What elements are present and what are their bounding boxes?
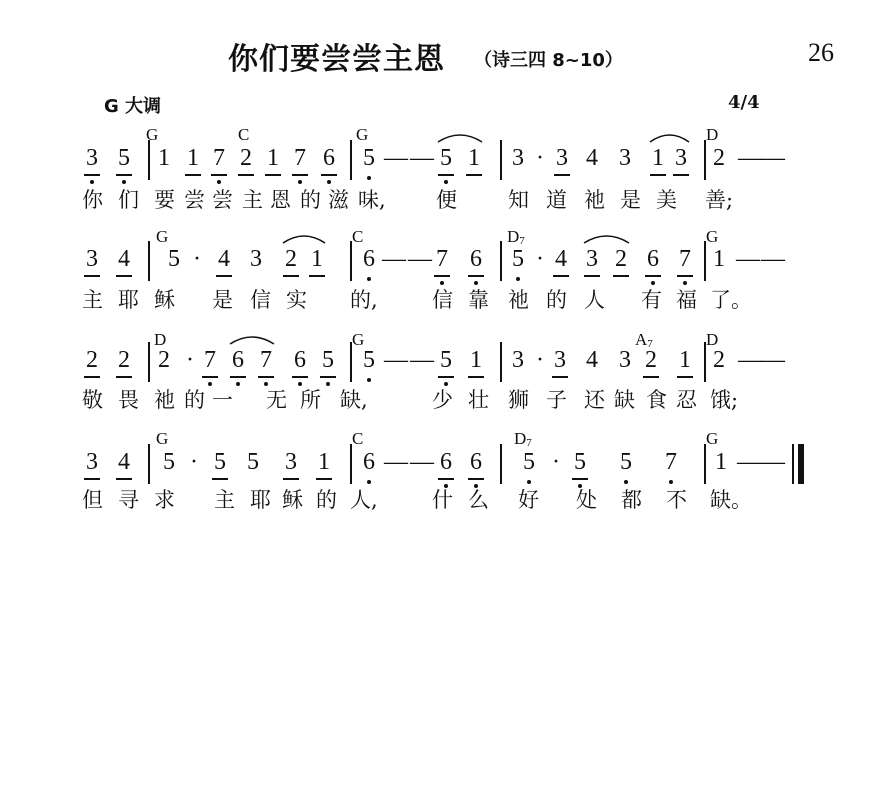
note: 4 — [213, 245, 235, 273]
note: 5 — [113, 144, 135, 172]
lyric-char: 狮 — [508, 388, 529, 412]
lyric-char: 知 — [508, 188, 529, 212]
note: 4 — [113, 245, 135, 273]
lyric-char: 还 — [584, 388, 605, 412]
dash-extension: — — [410, 145, 434, 171]
lyric-char: 祂 — [154, 388, 175, 412]
note: 1 — [306, 245, 328, 273]
chord-symbol: G — [356, 125, 369, 144]
note: 5 — [363, 347, 375, 373]
note: 2 — [158, 347, 170, 373]
note: 1 — [313, 448, 335, 476]
lyric-char: 是 — [212, 288, 233, 312]
note: 5 — [523, 449, 535, 475]
dot-rhythm: · — [536, 347, 544, 373]
dash-extension: — — [761, 449, 785, 475]
chord-symbol: G — [352, 330, 365, 349]
lyric-char: 的 — [546, 288, 567, 312]
lyric-char: 福 — [676, 288, 697, 312]
note: 3 — [670, 144, 692, 172]
note: 3 — [512, 347, 524, 373]
lyric-char: 的, — [350, 288, 378, 312]
note: 6 — [363, 449, 375, 475]
note: 5 — [569, 448, 591, 476]
lyric-char: 的 — [316, 488, 337, 512]
note: 2 — [81, 346, 103, 374]
note: 6 — [318, 144, 340, 172]
note: 2 — [235, 144, 257, 172]
lyric-char: 味, — [358, 188, 386, 212]
note: 6 — [227, 346, 249, 374]
dot-rhythm: · — [536, 145, 544, 171]
lyric-char: 的 — [184, 388, 205, 412]
lyric-char: 信 — [250, 288, 271, 312]
lyric-char: 滋 — [328, 188, 349, 212]
chord-symbol: G — [706, 227, 719, 246]
dot-rhythm: · — [186, 347, 194, 373]
lyric-char: 寻 — [118, 488, 139, 512]
note: 3 — [81, 245, 103, 273]
dash-extension: — — [738, 145, 762, 171]
lyric-char: 主 — [82, 288, 103, 312]
lyric-char: 缺。 — [710, 488, 752, 512]
lyric-char: 有 — [641, 288, 662, 312]
lyric-char: 靠 — [468, 288, 489, 312]
lyric-char: 不 — [666, 488, 687, 512]
lyric-char: 耶 — [118, 288, 139, 312]
lyric-char: 了。 — [710, 288, 752, 312]
chord-symbol: G — [156, 227, 169, 246]
note: 5 — [317, 346, 339, 374]
lyric-char: 美 — [656, 188, 677, 212]
lyric-char: 的 — [300, 188, 321, 212]
lyric-char: 子 — [546, 388, 567, 412]
chord-symbol: $D_7$ — [507, 227, 525, 247]
note: 5 — [247, 449, 259, 475]
lyric-char: 饿; — [710, 388, 739, 412]
lyric-char: 善; — [705, 188, 734, 212]
lyric-char: 食 — [646, 388, 667, 412]
dot-rhythm: · — [193, 246, 201, 272]
lyric-char: 缺, — [340, 388, 368, 412]
dash-extension: — — [737, 449, 761, 475]
note: 3 — [512, 145, 524, 171]
note: 6 — [642, 245, 664, 273]
dash-extension: — — [736, 246, 760, 272]
dash-extension: — — [408, 246, 432, 272]
lyric-char: 壮 — [468, 388, 489, 412]
time-signature: 4/4 — [728, 92, 760, 113]
lyric-char: 是 — [620, 188, 641, 212]
lyric-char: 都 — [621, 488, 642, 512]
note: 4 — [586, 145, 598, 171]
note: 1 — [465, 346, 487, 374]
dash-extension: — — [761, 145, 785, 171]
song-title: 你们要尝尝主恩 — [228, 42, 445, 77]
note: 3 — [551, 144, 573, 172]
note: 6 — [465, 448, 487, 476]
lyric-char: 祂 — [508, 288, 529, 312]
dash-extension: — — [384, 449, 408, 475]
chord-symbol: G — [706, 429, 719, 448]
note: 3 — [619, 347, 631, 373]
note: 3 — [81, 448, 103, 476]
lyric-char: 稣 — [282, 488, 303, 512]
page-number: 26 — [808, 38, 834, 67]
key-signature: G 大调 — [104, 96, 162, 117]
dot-rhythm: · — [552, 449, 560, 475]
note: 3 — [581, 245, 603, 273]
chord-symbol: $A_7$ — [635, 330, 653, 350]
note: 5 — [435, 144, 457, 172]
dot-rhythm: · — [190, 449, 198, 475]
note: 5 — [620, 449, 632, 475]
lyric-char: 信 — [432, 288, 453, 312]
tie-arc — [650, 135, 689, 142]
note: 1 — [715, 449, 727, 475]
chord-symbol: C — [352, 227, 364, 246]
lyric-char: 道 — [546, 188, 567, 212]
lyric-char: 无 — [266, 388, 287, 412]
lyric-char: 你 — [82, 188, 103, 212]
tie-arc — [584, 236, 629, 243]
chord-symbol: G — [156, 429, 169, 448]
lyric-char: 处 — [576, 488, 597, 512]
chord-symbol: G — [146, 125, 159, 144]
note: 5 — [209, 448, 231, 476]
chord-symbol: C — [238, 125, 250, 144]
lyric-char: 稣 — [154, 288, 175, 312]
dash-extension: — — [761, 246, 785, 272]
dash-extension: — — [384, 347, 408, 373]
lyric-char: 尝 — [184, 188, 205, 212]
lyric-char: 尝 — [212, 188, 233, 212]
lyric-char: 耶 — [250, 488, 271, 512]
lyric-char: 什 — [432, 488, 453, 512]
note: 5 — [363, 145, 375, 171]
lyric-char: 好 — [518, 488, 539, 512]
note: 5 — [435, 346, 457, 374]
note: 7 — [431, 245, 453, 273]
chord-symbol: D — [154, 330, 167, 349]
lyric-char: 畏 — [118, 388, 139, 412]
note: 2 — [280, 245, 302, 273]
note: 5 — [168, 246, 180, 272]
lyric-char: 缺 — [614, 388, 635, 412]
note: 3 — [280, 448, 302, 476]
note: 6 — [465, 245, 487, 273]
note: 4 — [586, 347, 598, 373]
dash-extension: — — [738, 347, 762, 373]
scripture-reference: （诗三四 8~10） — [474, 50, 623, 71]
dash-extension: — — [384, 145, 408, 171]
dash-extension: — — [761, 347, 785, 373]
lyric-char: 人 — [584, 288, 605, 312]
tie-arc — [230, 337, 274, 344]
note: 2 — [640, 346, 662, 374]
note: 1 — [674, 346, 696, 374]
lyric-char: 人, — [350, 488, 378, 512]
lyric-char: 少 — [432, 388, 453, 412]
lyric-char: 要 — [154, 188, 175, 212]
note: 6 — [363, 246, 375, 272]
lyric-char: 便 — [436, 188, 457, 212]
note: 6 — [289, 346, 311, 374]
note: 5 — [163, 449, 175, 475]
note: 3 — [250, 246, 262, 272]
chord-symbol: $D_7$ — [514, 429, 532, 449]
note: 7 — [674, 245, 696, 273]
note: 4 — [113, 448, 135, 476]
note: 3 — [549, 346, 571, 374]
tie-arc — [438, 135, 482, 142]
lyric-char: 忍 — [676, 388, 697, 412]
lyric-char: 祂 — [584, 188, 605, 212]
chord-symbol: D — [706, 125, 719, 144]
note: 2 — [610, 245, 632, 273]
note: 2 — [113, 346, 135, 374]
lyric-char: 一 — [212, 388, 233, 412]
note: 3 — [81, 144, 103, 172]
dot-rhythm: · — [536, 246, 544, 272]
note: 7 — [289, 144, 311, 172]
note: 2 — [713, 145, 725, 171]
lyric-char: 敬 — [82, 388, 103, 412]
note: 7 — [208, 144, 230, 172]
lyric-char: 恩 — [270, 188, 291, 212]
note: 1 — [647, 144, 669, 172]
note: 6 — [435, 448, 457, 476]
lyric-char: 主 — [242, 188, 263, 212]
lyric-char: 但 — [82, 488, 103, 512]
note: 4 — [550, 245, 572, 273]
lyric-char: 实 — [286, 288, 307, 312]
lyric-char: 们 — [118, 188, 139, 212]
note: 1 — [713, 246, 725, 272]
dash-extension: — — [410, 449, 434, 475]
lyric-char: 主 — [214, 488, 235, 512]
dash-extension: — — [382, 246, 406, 272]
lyric-char: 求 — [154, 488, 175, 512]
note: 7 — [199, 346, 221, 374]
dash-extension: — — [410, 347, 434, 373]
lyric-char: 么 — [468, 488, 489, 512]
note: 1 — [463, 144, 485, 172]
chord-symbol: C — [352, 429, 364, 448]
note: 3 — [619, 145, 631, 171]
lyric-char: 所 — [300, 388, 321, 412]
note: 5 — [512, 246, 524, 272]
chord-symbol: D — [706, 330, 719, 349]
note: 7 — [665, 449, 677, 475]
tie-arc — [283, 236, 325, 243]
note: 1 — [158, 145, 170, 171]
note: 2 — [713, 347, 725, 373]
note: 1 — [182, 144, 204, 172]
note: 1 — [262, 144, 284, 172]
note: 7 — [255, 346, 277, 374]
